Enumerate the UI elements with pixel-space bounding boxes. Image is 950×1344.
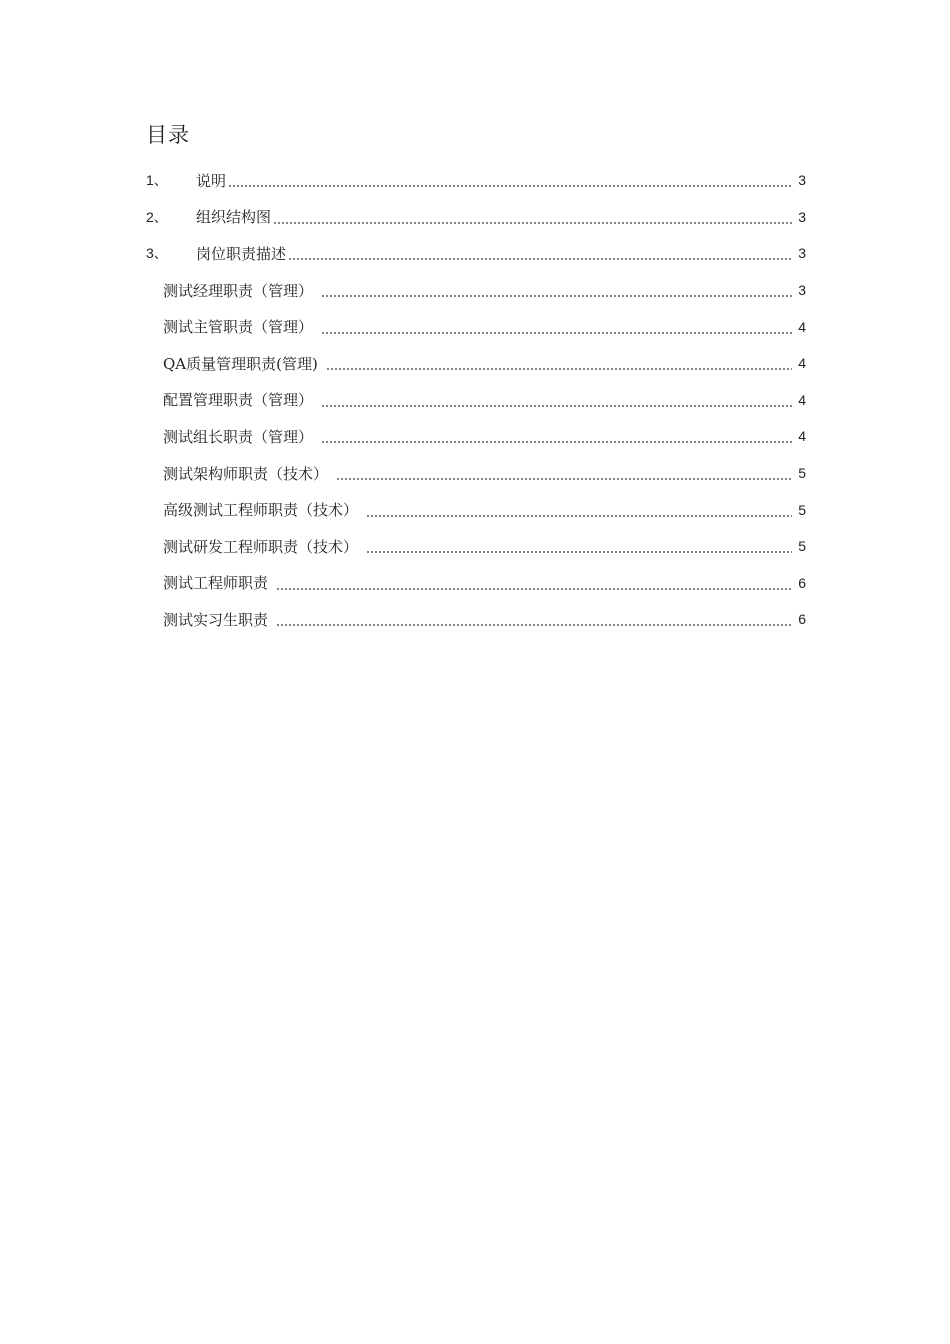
toc-entry-page: 6 [798, 611, 806, 628]
toc-dot-leader [228, 185, 792, 187]
toc-dot-leader [276, 624, 792, 626]
toc-subentry[interactable] [146, 601, 806, 638]
toc-entry-page: 4 [798, 355, 806, 372]
toc-title: 目录 [146, 123, 190, 147]
toc-dot-leader [366, 551, 792, 553]
toc-entry-page: 4 [798, 428, 806, 445]
toc-entry-label: 测试研发工程师职责（技术） [163, 537, 359, 556]
toc-dot-leader [288, 258, 792, 260]
toc-entry-label: 测试经理职责（管理） [163, 281, 314, 300]
toc-entry-label: QA质量管理职责(管理) [163, 354, 318, 373]
toc-entry-label: 测试实习生职责 [163, 610, 269, 629]
toc-entry-label: 测试工程师职责 [163, 574, 269, 593]
toc-entry-number: 2、 [146, 208, 168, 225]
toc-entry-label: 组织结构图 [196, 208, 272, 227]
toc-entry-page: 6 [798, 574, 806, 591]
toc-subentry[interactable] [146, 565, 806, 602]
toc-dot-leader [321, 441, 792, 443]
toc-subentry[interactable] [146, 345, 806, 382]
toc-dot-leader [321, 405, 792, 407]
toc-subentry[interactable] [146, 308, 806, 345]
toc-entry-label: 测试架构师职责（技术） [163, 464, 329, 483]
toc-list [146, 162, 806, 638]
toc-subentry[interactable] [146, 272, 806, 309]
toc-entry-page: 3 [798, 172, 806, 189]
toc-dot-leader [336, 478, 792, 480]
toc-subentry[interactable] [146, 528, 806, 565]
toc-entry-page: 5 [798, 501, 806, 518]
toc-dot-leader [326, 368, 792, 370]
toc-entry-label: 配置管理职责（管理） [163, 391, 314, 410]
toc-entry[interactable] [146, 235, 806, 272]
toc-dot-leader [321, 332, 792, 334]
toc-entry-label: 测试组长职责（管理） [163, 427, 314, 446]
toc-dot-leader [366, 515, 792, 517]
toc-entry-page: 5 [798, 538, 806, 555]
toc-entry-label: 说明 [196, 171, 227, 190]
toc-entry-page: 3 [798, 282, 806, 299]
toc-entry[interactable] [146, 199, 806, 236]
toc-entry-number: 1、 [146, 172, 168, 189]
toc-entry[interactable] [146, 162, 806, 199]
toc-dot-leader [321, 295, 792, 297]
toc-entry-page: 3 [798, 245, 806, 262]
toc-subentry[interactable] [146, 382, 806, 419]
toc-dot-leader [273, 222, 792, 224]
toc-entry-page: 5 [798, 465, 806, 482]
toc-subentry[interactable] [146, 455, 806, 492]
toc-entry-number: 3、 [146, 245, 168, 262]
toc-entry-label: 测试主管职责（管理） [163, 318, 314, 337]
toc-subentry[interactable] [146, 418, 806, 455]
toc-dot-leader [276, 588, 792, 590]
toc-entry-page: 4 [798, 318, 806, 335]
toc-subentry[interactable] [146, 491, 806, 528]
toc-entry-page: 3 [798, 208, 806, 225]
toc-entry-label: 岗位职责描述 [196, 244, 287, 263]
toc-entry-page: 4 [798, 391, 806, 408]
toc-entry-label: 高级测试工程师职责（技术） [163, 501, 359, 520]
